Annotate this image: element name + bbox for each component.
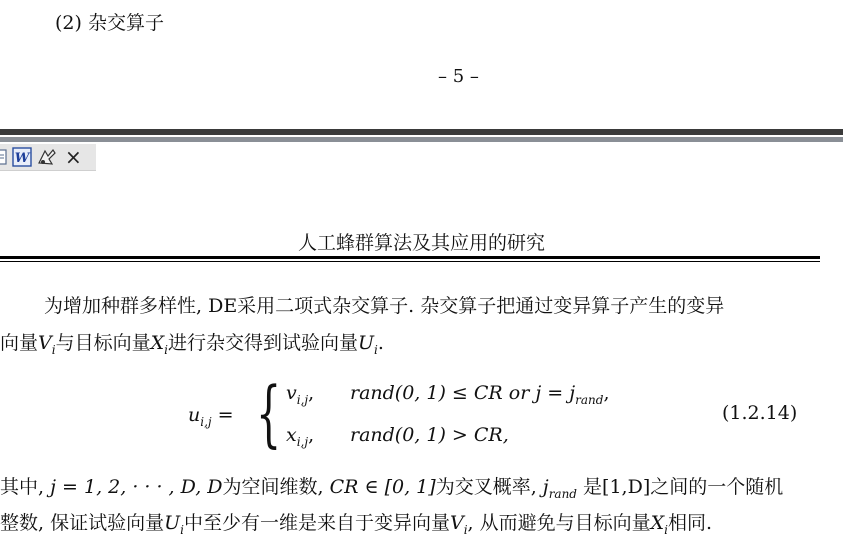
equation-brace: {	[256, 371, 282, 455]
page-separator-shadow	[0, 137, 843, 142]
paragraph-2-line-1	[0, 470, 843, 511]
math-CR: CR ∈ [0, 1]	[329, 476, 436, 498]
case1-cond-sub: rand	[575, 392, 604, 407]
equation-case-2: $x_{i,j}$,	[286, 424, 315, 449]
toolbar	[0, 144, 96, 171]
case2-var: x	[286, 424, 297, 446]
case2-var-sub: i,j	[296, 434, 309, 449]
word-export-icon[interactable]	[12, 146, 32, 168]
text-run: 其中,	[0, 476, 51, 498]
text-run: 整数, 保证试验向量	[0, 512, 165, 534]
text-run: 为交叉概率,	[435, 476, 543, 498]
text-run: 中至少有一维是来自于变异向量	[183, 512, 450, 534]
equation-lhs	[188, 404, 234, 429]
annotate-icon[interactable]	[36, 146, 58, 168]
page-separator	[0, 129, 843, 135]
header-rule	[0, 256, 820, 259]
close-icon[interactable]: ×	[65, 145, 82, 169]
paragraph-1-line-1: 为增加种群多样性, DE采用二项式杂交算子. 杂交算子把通过变异算子产生的变异	[44, 295, 725, 317]
eq-sign: =	[217, 404, 234, 426]
document-icon[interactable]	[0, 146, 8, 168]
math-V: $V_i$	[38, 332, 56, 357]
text-run: 相同.	[668, 512, 713, 534]
text-run: .	[377, 332, 384, 354]
math-U: $U_i$	[164, 512, 184, 537]
case1-cond: rand(0, 1) ≤ CR or j = j	[350, 382, 576, 404]
svg-text:W: W	[14, 151, 30, 166]
math-X: $X_i$	[650, 512, 669, 537]
math-V: $V_i$	[449, 512, 468, 537]
paragraph-2-line-2	[0, 506, 843, 542]
text-run: 为空间维数,	[222, 476, 330, 498]
text-run: 向量	[0, 332, 39, 354]
header-rule-thin	[0, 261, 820, 262]
case1-var: v	[286, 382, 297, 404]
jrand-sub: rand	[548, 486, 577, 501]
math-U: $U_i$	[358, 332, 378, 357]
equation-case-1: $v_{i,j}$,	[286, 382, 315, 407]
eq-lhs-var: u	[188, 404, 201, 426]
math-X: $X_i$	[150, 332, 168, 357]
math-jrand	[542, 476, 577, 501]
text-run: 与目标向量	[55, 332, 151, 354]
jrand-var: j	[542, 476, 549, 498]
text-run: 进行杂交得到试验向量	[167, 332, 358, 354]
section-heading: (2) 杂交算子	[55, 12, 164, 34]
page-number: – 5 –	[438, 66, 479, 87]
paragraph-1-line-2	[0, 326, 843, 367]
text-run: , 从而避免与目标向量	[467, 512, 651, 534]
text-run: 是[1,D]之间的一个随机	[577, 476, 784, 498]
running-header: 人工蜂群算法及其应用的研究	[297, 232, 545, 254]
math-j-range: j = 1, 2, · · · , D, D	[50, 476, 223, 498]
equation-case-1-condition: rand(0, 1) ≤ CR or $j = j_{rand}$,	[350, 382, 610, 407]
case1-var-sub: i,j	[296, 392, 309, 407]
equation-number: (1.2.14)	[722, 402, 798, 424]
eq-lhs-sub: i,j	[200, 414, 212, 429]
equation-case-2-condition: rand(0, 1) > CR,	[350, 424, 509, 446]
